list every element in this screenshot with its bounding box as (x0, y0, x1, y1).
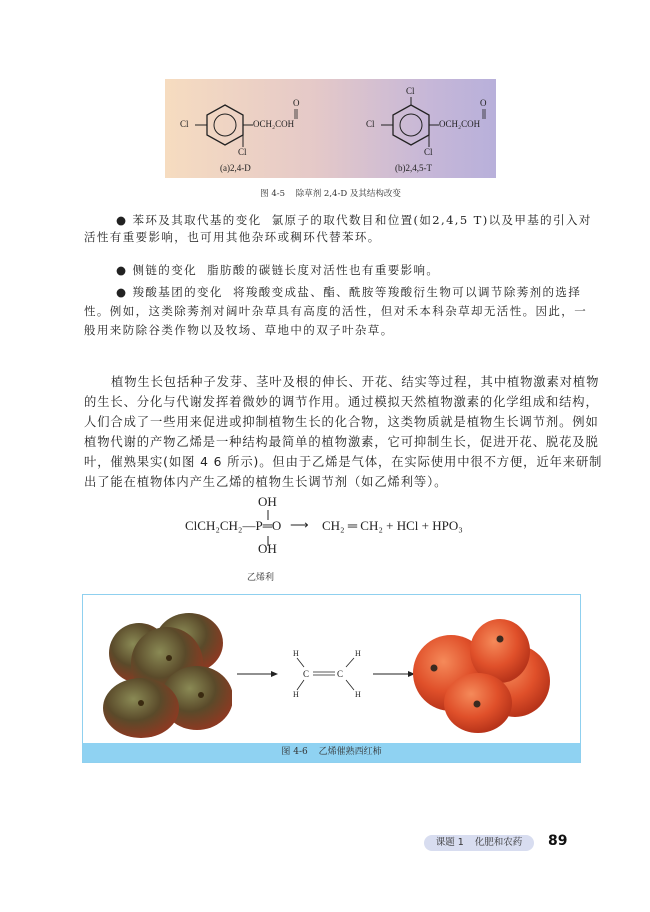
ethephon-label: 乙烯利 (247, 573, 275, 583)
svg-text:H: H (355, 649, 361, 658)
lesson-title: 化肥和农药 (474, 837, 523, 848)
paragraph-line-6: 出了能在植物体内产生乙烯的植物生长调节剂（如乙烯利等）。 (84, 475, 448, 489)
paragraph-line-4: 植物代谢的产物乙烯是一种结构最简单的植物激素，它可抑制生长，促进开花、脱花及脱 (84, 435, 599, 449)
bullet-icon: ● (116, 213, 128, 227)
reaction-arrow-icon: ⟶ (290, 517, 309, 532)
bullet-heading: 羧酸基团的变化 (132, 285, 223, 299)
bullet-heading: 侧链的变化 (132, 263, 197, 277)
bullet-icon: ● (116, 285, 128, 299)
caption-number: 图 4-6 (281, 747, 308, 757)
caption-number: 图 4-5 (260, 189, 286, 199)
paragraph-line-3: 人们合成了一些用来促进或抑制植物生长的化合物，这类物质就是植物生长调节剂。例如 (84, 415, 599, 429)
panel-a-label: (a)2,4-D (220, 163, 251, 173)
figure-4-6-ethylene-ripening (82, 594, 581, 763)
chem-cl: Cl (238, 147, 247, 157)
bullet-heading: 苯环及其取代基的变化 (132, 213, 262, 227)
bullet-icon: ● (116, 263, 128, 277)
lesson-number: 课题 1 (435, 837, 464, 848)
caption-text: 乙烯催熟西红柿 (318, 747, 382, 757)
chem-cl: Cl (424, 147, 433, 157)
figure-4-5-herbicide-structures (165, 79, 496, 178)
ripe-tomatoes-image (405, 611, 560, 736)
chem-o: O (480, 98, 487, 108)
figure-4-6-caption (83, 743, 580, 762)
paragraph-line-5: 叶，催熟果实(如图 4 6 所示)。但由于乙烯是气体，在实际使用中很不方便，近年来研制 (84, 455, 603, 469)
bullet-3-line-2: 性。例如，这类除莠剂对阔叶杂草具有高度的活性，但对禾本科杂草却无活性。因此，一 (84, 304, 588, 318)
paragraph-line-1: 植物生长包括种子发芽、茎叶及根的伸长、开花、结实等过程，其中植物激素对植物 (111, 375, 600, 389)
bullet-text: 脂肪酸的碳链长度对活性也有重要影响。 (207, 263, 440, 277)
bullet-3-line-1 (116, 284, 581, 301)
bullet-text: 将羧酸变成盐、酯、酰胺等羧酸衍生物可以调节除莠剂的选择 (232, 285, 582, 299)
bullet-1-line-1 (116, 212, 592, 229)
chem-cl: Cl (366, 119, 375, 129)
chem-o: O (293, 98, 300, 108)
figure-4-5-caption (165, 187, 496, 199)
svg-text:H: H (355, 690, 361, 699)
page-number: 89 (548, 833, 568, 849)
ethylene-molecule-icon (233, 625, 423, 715)
svg-text:C: C (337, 669, 344, 679)
unripe-tomatoes-image (97, 613, 232, 738)
chem-cl: Cl (406, 86, 415, 96)
caption-text: 除草剂 2,4-D 及其结构改变 (295, 189, 401, 199)
bullet-text: 氯原子的取代数目和位置(如2,4,5 T)以及甲基的引入对 (271, 213, 592, 227)
equation-reactant: ClCH₂CH₂—P═O (185, 518, 282, 533)
chem-cl: Cl (180, 119, 189, 129)
bullet-1-line-2: 活性有重要影响，也可用其他杂环或稠环代替苯环。 (84, 230, 381, 244)
paragraph-line-2: 的生长、分化与代谢发挥着微妙的调节作用。通过模拟天然植物激素的化学组成和结构， (84, 395, 599, 409)
svg-text:H: H (293, 690, 299, 699)
svg-text:C: C (303, 669, 310, 679)
bullet-2 (116, 262, 439, 279)
chem-group: OCH₂COH (253, 119, 295, 129)
equation-oh-bottom: OH (258, 541, 277, 556)
panel-b-label: (b)2,4,5-T (395, 163, 432, 173)
equation-oh-top: OH (258, 494, 277, 509)
chem-group: OCH₂COH (439, 119, 481, 129)
bullet-3-line-3: 般用来防除谷类作物以及牧场、草地中的双子叶杂草。 (84, 323, 394, 337)
chapter-footer (424, 835, 534, 851)
equation-products: CH₂ ═ CH₂ + HCl + HPO₃ (322, 518, 463, 533)
svg-text:H: H (293, 649, 299, 658)
